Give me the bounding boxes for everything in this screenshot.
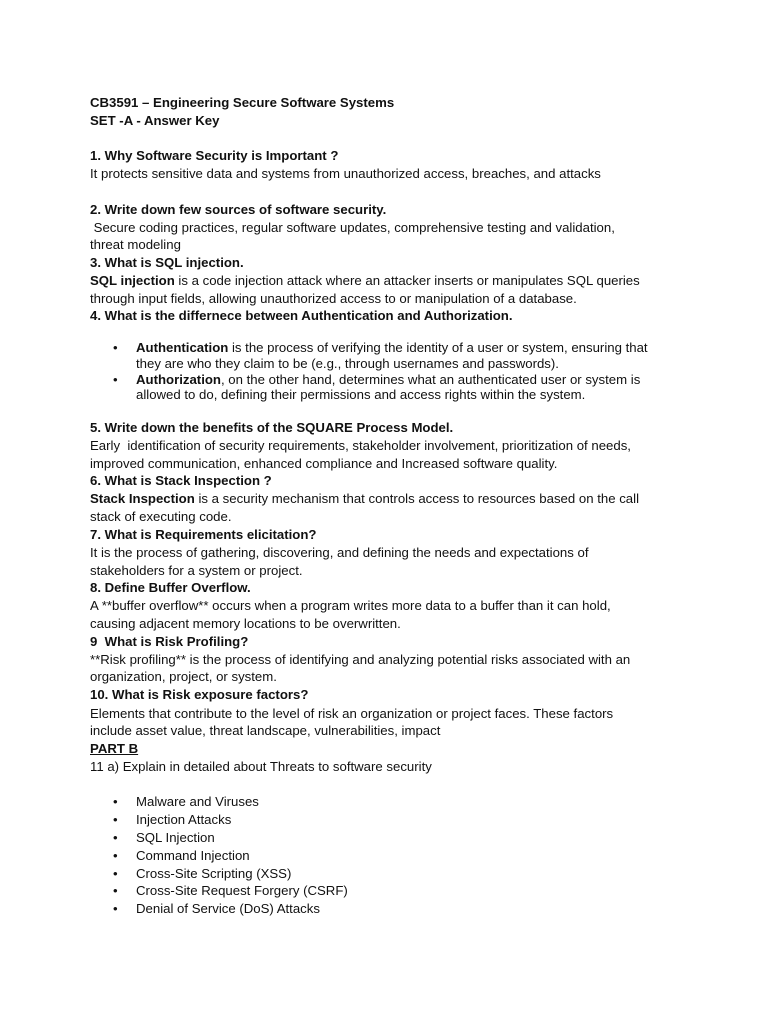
bullet-icon: • [113,812,118,827]
term-sql-injection: SQL injection [90,273,175,288]
question-8: 8. Define Buffer Overflow. [90,580,251,595]
answer-7-line-1: It is the process of gathering, discovering, and defining the needs and expectations of [90,545,589,560]
bullet-icon: • [113,830,118,845]
bullet-icon: • [113,794,118,809]
answer-9-line-2: organization, project, or system. [90,669,277,684]
answer-6-line-1 [90,490,639,507]
course-title: CB3591 – Engineering Secure Software Systems [90,95,395,110]
question-10: 10. What is Risk exposure factors? [90,687,309,702]
threat-item: Malware and Viruses [136,794,259,809]
answer-7-line-2: stakeholders for a system or project. [90,563,303,578]
authorization-text: , on the other hand, determines what an authenticated user or system is [220,372,641,387]
answer-6-line-2: stack of executing code. [90,509,232,524]
threat-item: Cross-Site Request Forgery (CSRF) [136,883,348,898]
question-3: 3. What is SQL injection. [90,255,244,270]
term-authorization: Authorization [136,372,221,387]
question-2: 2. Write down few sources of software security. [90,202,387,217]
bullet-icon: • [113,848,118,863]
answer-5-line-1: Early identification of security requirements, stakeholder involvement, prioritization of needs, [90,438,631,453]
threat-item: Injection Attacks [136,812,232,827]
answer-1-line-1: It protects sensitive data and systems from unauthorized access, breaches, and attacks [90,166,601,181]
question-7: 7. What is Requirements elicitation? [90,527,317,542]
bullet-icon: • [113,372,118,387]
threat-item: Command Injection [136,848,250,863]
bullet-icon: • [113,883,118,898]
question-4: 4. What is the differnece between Authentication and Authorization. [90,308,513,323]
set-title: SET -A - Answer Key [90,113,220,128]
answer-2-line-2: threat modeling [90,237,181,252]
part-b-heading: PART B [90,741,139,756]
answer-10-line-1: Elements that contribute to the level of risk an organization or project faces. These factors [90,706,614,721]
question-6: 6. What is Stack Inspection ? [90,473,272,488]
bullet-authentication-line-1 [136,339,648,356]
answer-10-line-2: include asset value, threat landscape, vulnerabilities, impact [90,723,441,738]
answer-9-line-1: **Risk profiling** is the process of identifying and analyzing potential risks associated with an [90,652,631,667]
authentication-text: is the process of verifying the identity of a user or system, ensuring that [228,340,648,355]
threat-item: Cross-Site Scripting (XSS) [136,866,292,881]
bullet-authentication-line-2: they are who they claim to be (e.g., through usernames and passwords). [136,356,559,371]
bullet-icon: • [113,340,118,355]
answer-3-text: is a code injection attack where an attacker inserts or manipulates SQL queries [174,273,640,288]
bullet-icon: • [113,901,118,916]
bullet-authorization-line-2: allowed to do, defining their permissions and access rights within the system. [136,387,586,402]
term-authentication: Authentication [136,340,229,355]
answer-8-line-2: causing adjacent memory locations to be overwritten. [90,616,401,631]
answer-3-line-2: through input fields, allowing unauthorized access to or manipulation of a database. [90,291,577,306]
threat-item: SQL Injection [136,830,215,845]
question-1: 1. Why Software Security is Important ? [90,148,339,163]
answer-3-line-1 [90,272,640,289]
bullet-icon: • [113,866,118,881]
question-9: 9 What is Risk Profiling? [90,634,249,649]
threat-item: Denial of Service (DoS) Attacks [136,901,320,916]
answer-8-line-1: A **buffer overflow** occurs when a program writes more data to a buffer than it can hold, [90,598,611,613]
answer-2-line-1: Secure coding practices, regular software updates, comprehensive testing and validation, [90,220,615,235]
question-5: 5. Write down the benefits of the SQUARE Process Model. [90,420,454,435]
answer-5-line-2: improved communication, enhanced compliance and Increased software quality. [90,456,558,471]
answer-6-text: is a security mechanism that controls access to resources based on the call [194,491,639,506]
question-11a: 11 a) Explain in detailed about Threats to software security [90,759,432,774]
term-stack-inspection: Stack Inspection [90,491,195,506]
